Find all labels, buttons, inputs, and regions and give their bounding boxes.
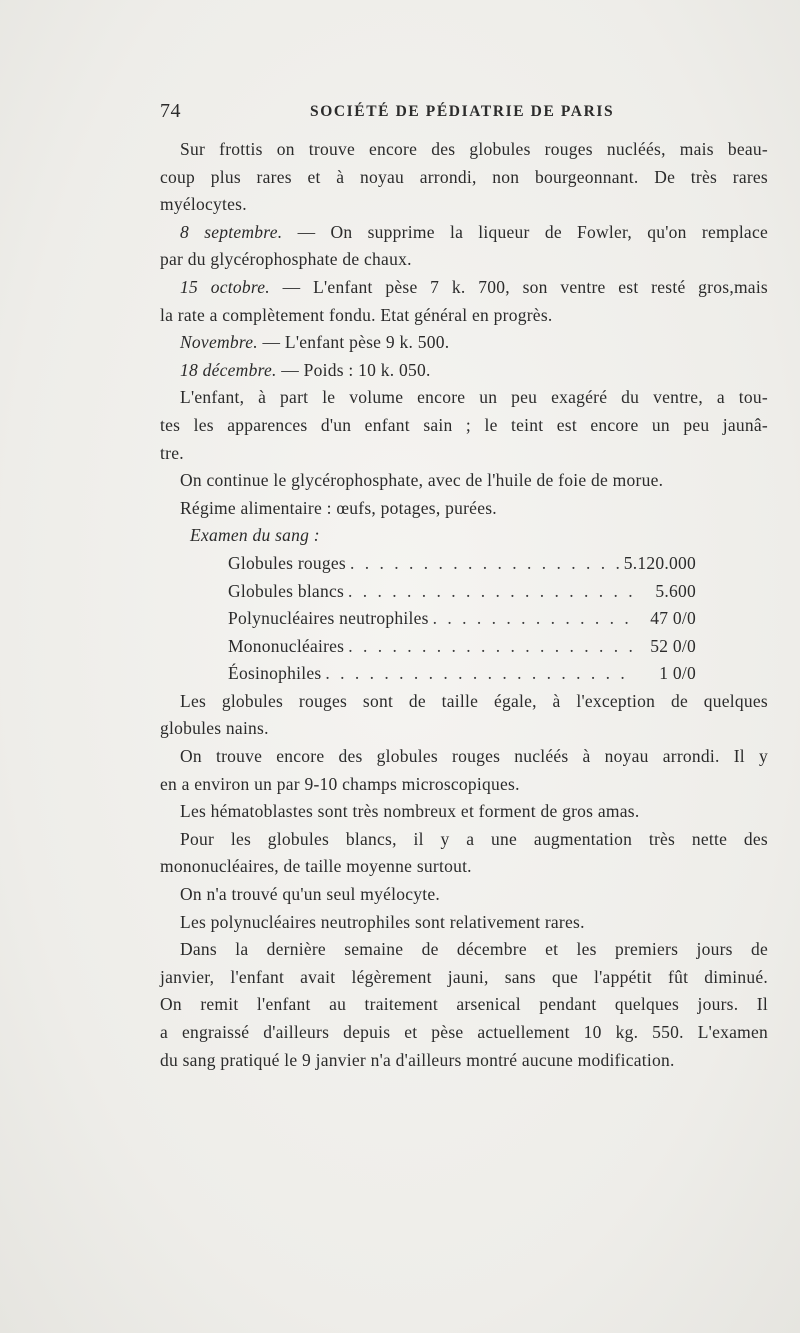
leader-dots <box>346 550 624 578</box>
page-header <box>160 100 760 130</box>
text-line: On continue le glycérophosphate, avec de l'huile de foie de morue. <box>180 470 664 491</box>
row-value: 5.120.000 <box>623 552 696 573</box>
text-line: tes les apparences d'un enfant sain ; le teint est encore un peu jaunâ- <box>160 414 768 435</box>
text-line: janvier, l'enfant avait légèrement jauni, sans que l'appétit fût diminué. <box>160 966 768 987</box>
row-label: Globules rouges <box>228 552 346 573</box>
text-span: — L'enfant pèse 7 k. 700, son ventre est resté gros,mais <box>269 276 768 297</box>
text-line: Dans la dernière semaine de décembre et les premiers jours de <box>180 939 768 960</box>
page-body <box>160 136 768 1074</box>
row-label: Éosinophiles <box>228 663 322 684</box>
running-head: SOCIÉTÉ DE PÉDIATRIE DE PARIS <box>310 103 615 120</box>
text-span: — On supprime la liqueur de Fowler, qu'on remplace <box>282 221 768 242</box>
text-line: Les globules rouges sont de taille égale, à l'exception de quelques <box>180 690 768 711</box>
text-span: — L'enfant pèse 9 k. 500. <box>257 332 450 353</box>
table-row <box>228 578 696 606</box>
row-value: 5.600 <box>655 580 696 601</box>
text-line: L'enfant, à part le volume encore un peu exagéré du ventre, a tou- <box>180 387 768 408</box>
text-line <box>160 274 768 302</box>
blood-exam-table <box>160 550 696 688</box>
text-line: On remit l'enfant au traitement arsenical pendant quelques jours. Il <box>160 994 768 1015</box>
text-line: Les polynucléaires neutrophiles sont relativement rares. <box>180 911 585 932</box>
date-label: 8 septembre. <box>180 221 283 242</box>
date-label: 18 décembre. <box>180 359 277 380</box>
date-label: 15 octobre. <box>180 276 270 297</box>
text-line: coup plus rares et à noyau arrondi, non bourgeonnant. De très rares <box>160 166 768 187</box>
row-value: 47 0/0 <box>650 608 696 629</box>
row-value: 1 0/0 <box>659 663 696 684</box>
text-line: Sur frottis on trouve encore des globules rouges nucléés, mais beau- <box>180 139 768 159</box>
text-line: myélocytes. <box>160 194 247 215</box>
leader-dots <box>344 578 636 606</box>
table-row <box>228 660 696 688</box>
text-line: a engraissé d'ailleurs depuis et pèse actuellement 10 kg. 550. L'examen <box>160 1022 768 1042</box>
leader-dots <box>321 660 636 688</box>
text-line: la rate a complètement fondu. Etat général en progrès. <box>160 304 553 325</box>
table-row <box>228 550 696 578</box>
leader-dots <box>429 605 636 633</box>
text-line: du sang pratiqué le 9 janvier n'a d'ailleurs montré aucune modification. <box>160 1049 675 1070</box>
text-line <box>160 357 768 385</box>
row-label: Mononucléaires <box>228 635 345 656</box>
table-row <box>228 605 696 633</box>
text-line: On trouve encore des globules rouges nucléés à noyau arrondi. Il y <box>180 746 768 767</box>
text-line <box>160 219 768 247</box>
row-label: Polynucléaires neutrophiles <box>228 608 429 629</box>
text-line: On n'a trouvé qu'un seul myélocyte. <box>180 884 440 905</box>
text-line: Les hématoblastes sont très nombreux et forment de gros amas. <box>180 801 640 822</box>
section-title: Examen du sang : <box>190 525 320 546</box>
text-line: mononucléaires, de taille moyenne surtout. <box>160 856 472 877</box>
text-line: tre. <box>160 442 184 463</box>
row-value: 52 0/0 <box>650 635 696 656</box>
text-line <box>160 329 768 357</box>
leader-dots <box>344 633 636 661</box>
text-line: Pour les globules blancs, il y a une augmentation très nette des <box>180 828 768 849</box>
text-line: globules nains. <box>160 718 269 739</box>
date-label: Novembre. <box>180 332 258 353</box>
page-number: 74 <box>160 100 181 122</box>
row-label: Globules blancs <box>228 580 345 601</box>
table-row <box>228 633 696 661</box>
text-line: en a environ un par 9-10 champs microscopiques. <box>160 773 520 794</box>
text-line: Régime alimentaire : œufs, potages, purées. <box>180 497 497 518</box>
text-span: — Poids : 10 k. 050. <box>276 359 431 380</box>
text-line: par du glycérophosphate de chaux. <box>160 249 412 270</box>
